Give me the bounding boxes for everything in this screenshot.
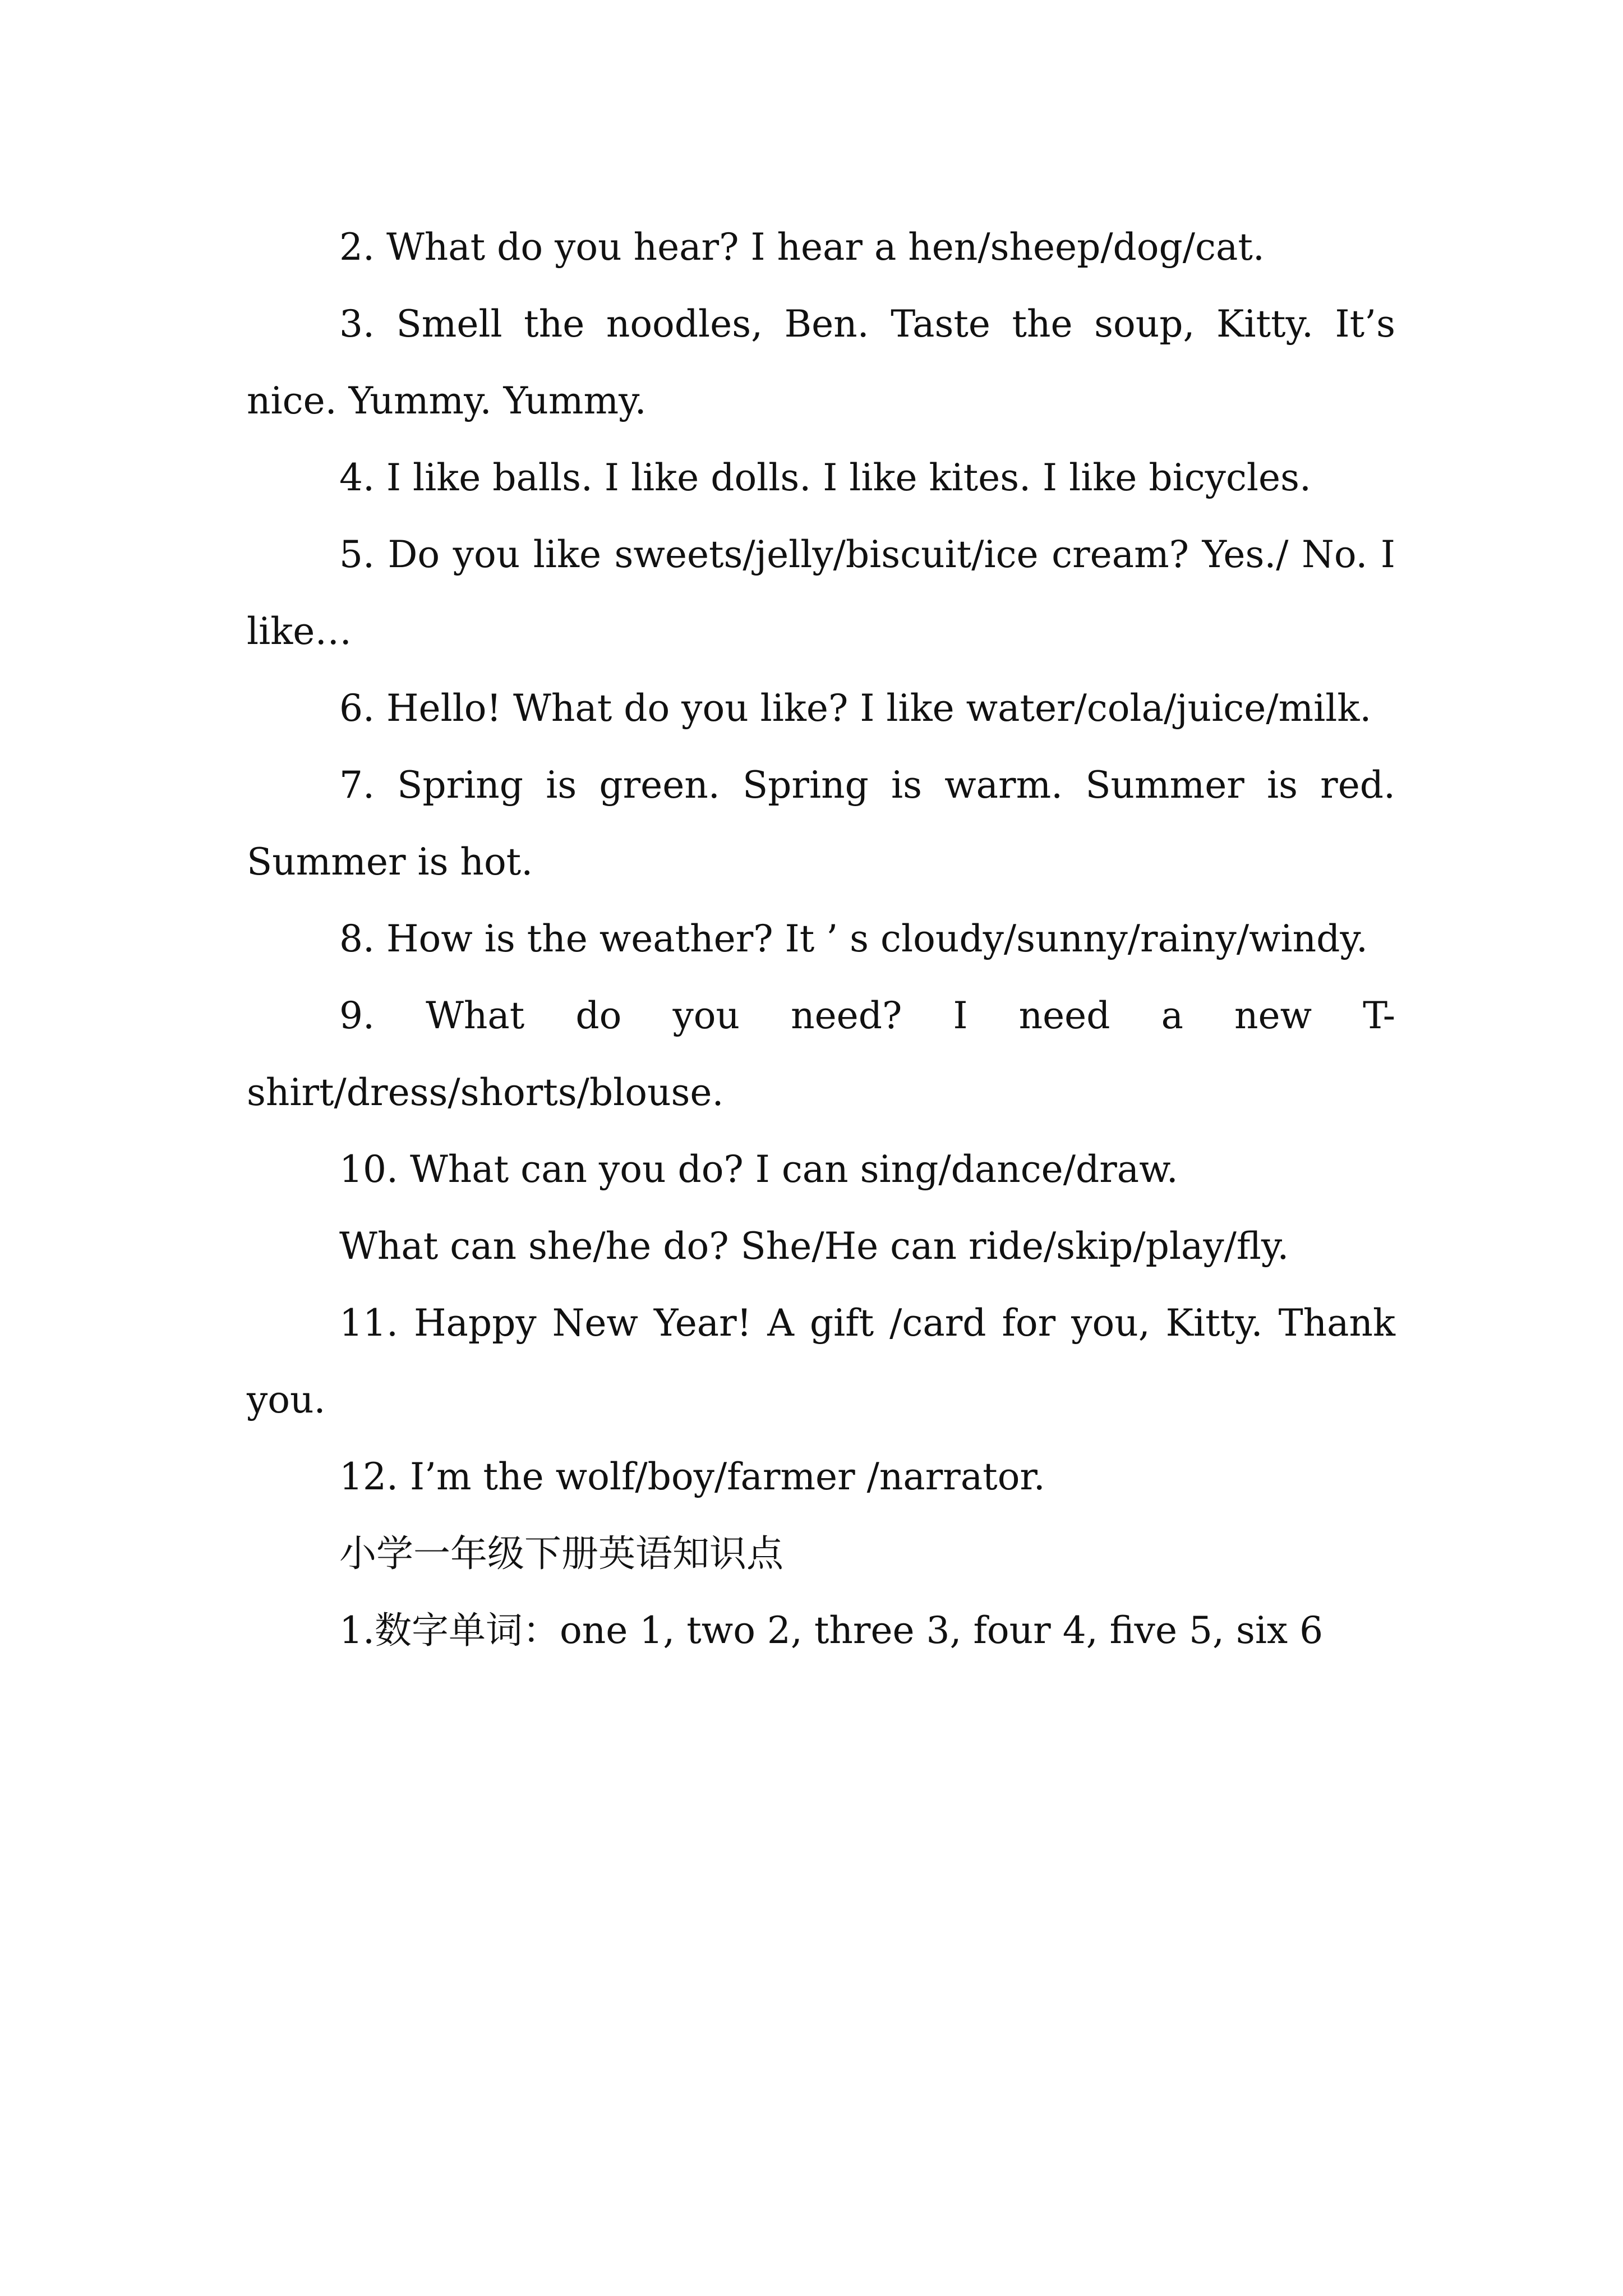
- paragraph-item-5: 5. Do you like sweets/jelly/biscuit/ice cream? Yes./ No. I like…: [247, 533, 1395, 653]
- paragraph-item-4: 4. I like balls. I like dolls. I like kites. I like bicycles.: [339, 456, 1311, 499]
- paragraph-item-10: 10. What can you do? I can sing/dance/draw.: [339, 1148, 1178, 1191]
- section-heading: 小学一年级下册英语知识点: [339, 1532, 783, 1575]
- paragraph-number-words: 1.数字单词：one 1, two 2, three 3, four 4, five 5, six 6: [339, 1609, 1324, 1652]
- paragraph-item-9: 9. What do you need? I need a new T-shirt/dress/shorts/blouse.: [247, 994, 1395, 1114]
- paragraph-item-10-continued: What can she/he do? She/He can ride/skip/play/fly.: [339, 1225, 1289, 1268]
- paragraph-item-3: 3. Smell the noodles, Ben. Taste the soup, Kitty. It’s nice. Yummy. Yummy.: [247, 302, 1395, 422]
- document-body: [247, 209, 1395, 1669]
- paragraph-item-8: 8. How is the weather? It ’ s cloudy/sunny/rainy/windy.: [339, 917, 1368, 960]
- paragraph-item-11: 11. Happy New Year! A gift /card for you, Kitty. Thank you.: [247, 1301, 1395, 1421]
- paragraph-item-12: 12. I’m the wolf/boy/farmer /narrator.: [339, 1455, 1045, 1498]
- paragraph-item-6: 6. Hello! What do you like? I like water/cola/juice/milk.: [339, 687, 1372, 730]
- paragraph-item-2: 2. What do you hear? I hear a hen/sheep/dog/cat.: [339, 226, 1265, 269]
- paragraph-item-7: 7. Spring is green. Spring is warm. Summer is red. Summer is hot.: [247, 763, 1395, 884]
